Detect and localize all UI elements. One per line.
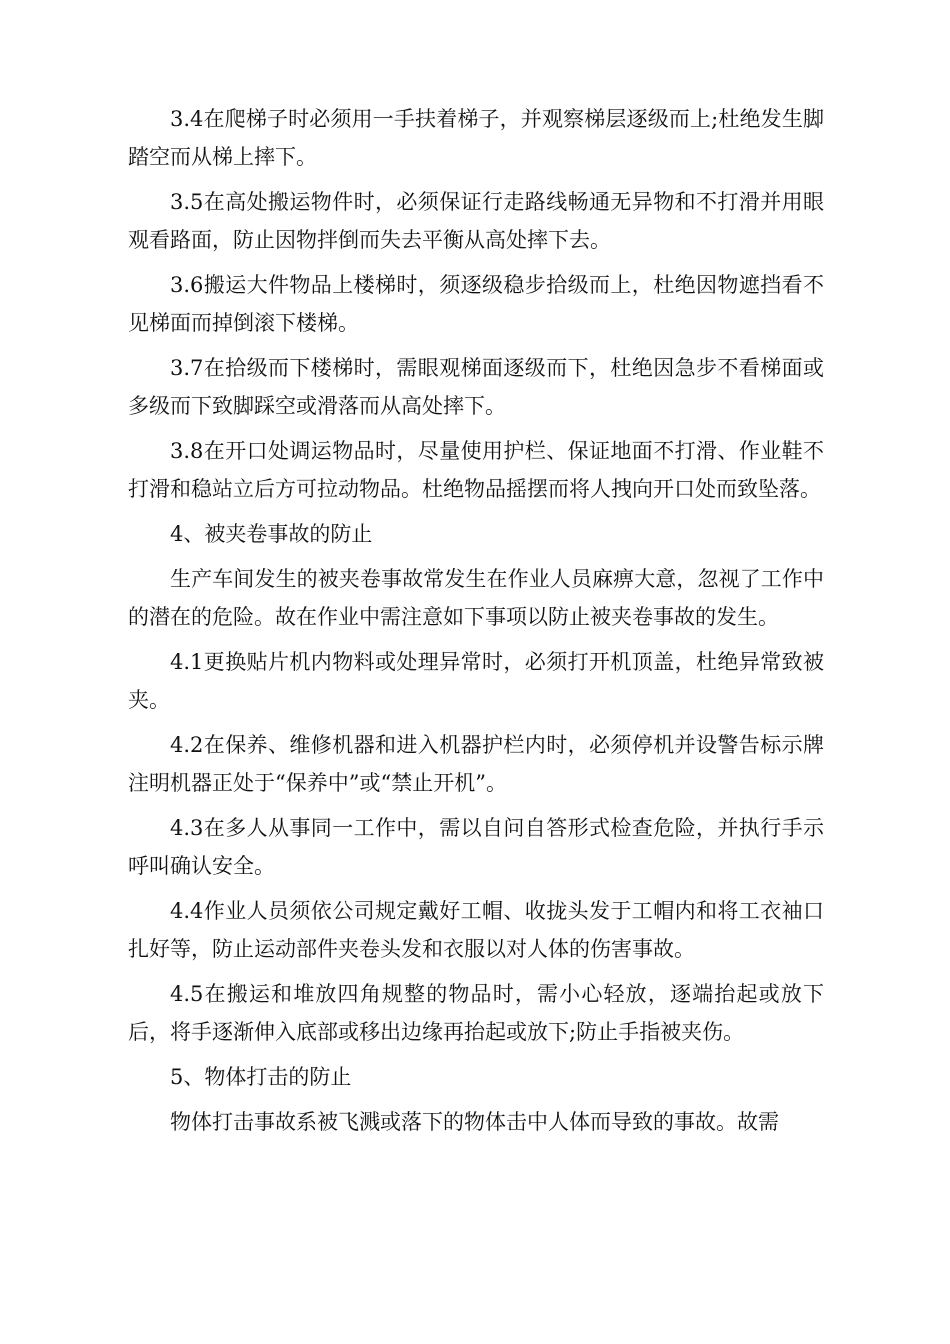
paragraph-4-4: 4.4作业人员须依公司规定戴好工帽、收拢头发于工帽内和将工衣袖口扎好等，防止运动部件夹卷头发和衣服以对人体的伤害事故。: [128, 899, 824, 961]
paragraph-section-5-intro: 物体打击事故系被飞溅或落下的物体击中人体而导致的事故。故需: [170, 1110, 779, 1134]
paragraph-3-7: 3.7在拾级而下楼梯时，需眼观梯面逐级而下，杜绝因急步不看梯面或多级而下致脚踩空或滑落而从高处摔下。: [128, 356, 824, 418]
paragraph-4-5: 4.5在搬运和堆放四角规整的物品时，需小心轻放，逐端抬起或放下后，将手逐渐伸入底部或移出边缘再抬起或放下;防止手指被夹伤。: [128, 982, 824, 1044]
paragraph-4-3: 4.3在多人从事同一工作中，需以自问自答形式检查危险，并执行手示呼叫确认安全。: [128, 816, 824, 878]
paragraph-3-4: 3.4在爬梯子时必须用一手扶着梯子，并观察梯层逐级而上;杜绝发生脚踏空而从梯上摔下。: [128, 107, 824, 169]
paragraph-3-6: 3.6搬运大件物品上楼梯时，须逐级稳步拾级而上，杜绝因物遮挡看不见梯面而掉倒滚下楼梯。: [128, 273, 824, 335]
paragraph-3-8: 3.8在开口处调运物品时，尽量使用护栏、保证地面不打滑、作业鞋不打滑和稳站立后方可拉动物品。杜绝物品摇摆而将人拽向开口处而致坠落。: [128, 439, 824, 501]
document-body: [128, 100, 824, 1148]
paragraph-4-1: 4.1更换贴片机内物料或处理异常时，必须打开机顶盖，杜绝异常致被夹。: [128, 650, 824, 712]
paragraph-section-4-intro: 生产车间发生的被夹卷事故常发生在作业人员麻痹大意，忽视了工作中的潜在的危险。故在作业中需注意如下事项以防止被夹卷事故的发生。: [128, 567, 824, 629]
paragraph-4-2: 4.2在保养、维修机器和进入机器护栏内时，必须停机并设警告标示牌注明机器正处于“保养中”或“禁止开机”。: [128, 733, 824, 795]
section-heading-4: 4、被夹卷事故的防止: [170, 522, 373, 546]
paragraph-3-5: 3.5在高处搬运物件时，必须保证行走路线畅通无异物和不打滑并用眼观看路面，防止因物拌倒而失去平衡从高处摔下去。: [128, 190, 824, 252]
section-heading-5: 5、物体打击的防止: [170, 1065, 352, 1089]
